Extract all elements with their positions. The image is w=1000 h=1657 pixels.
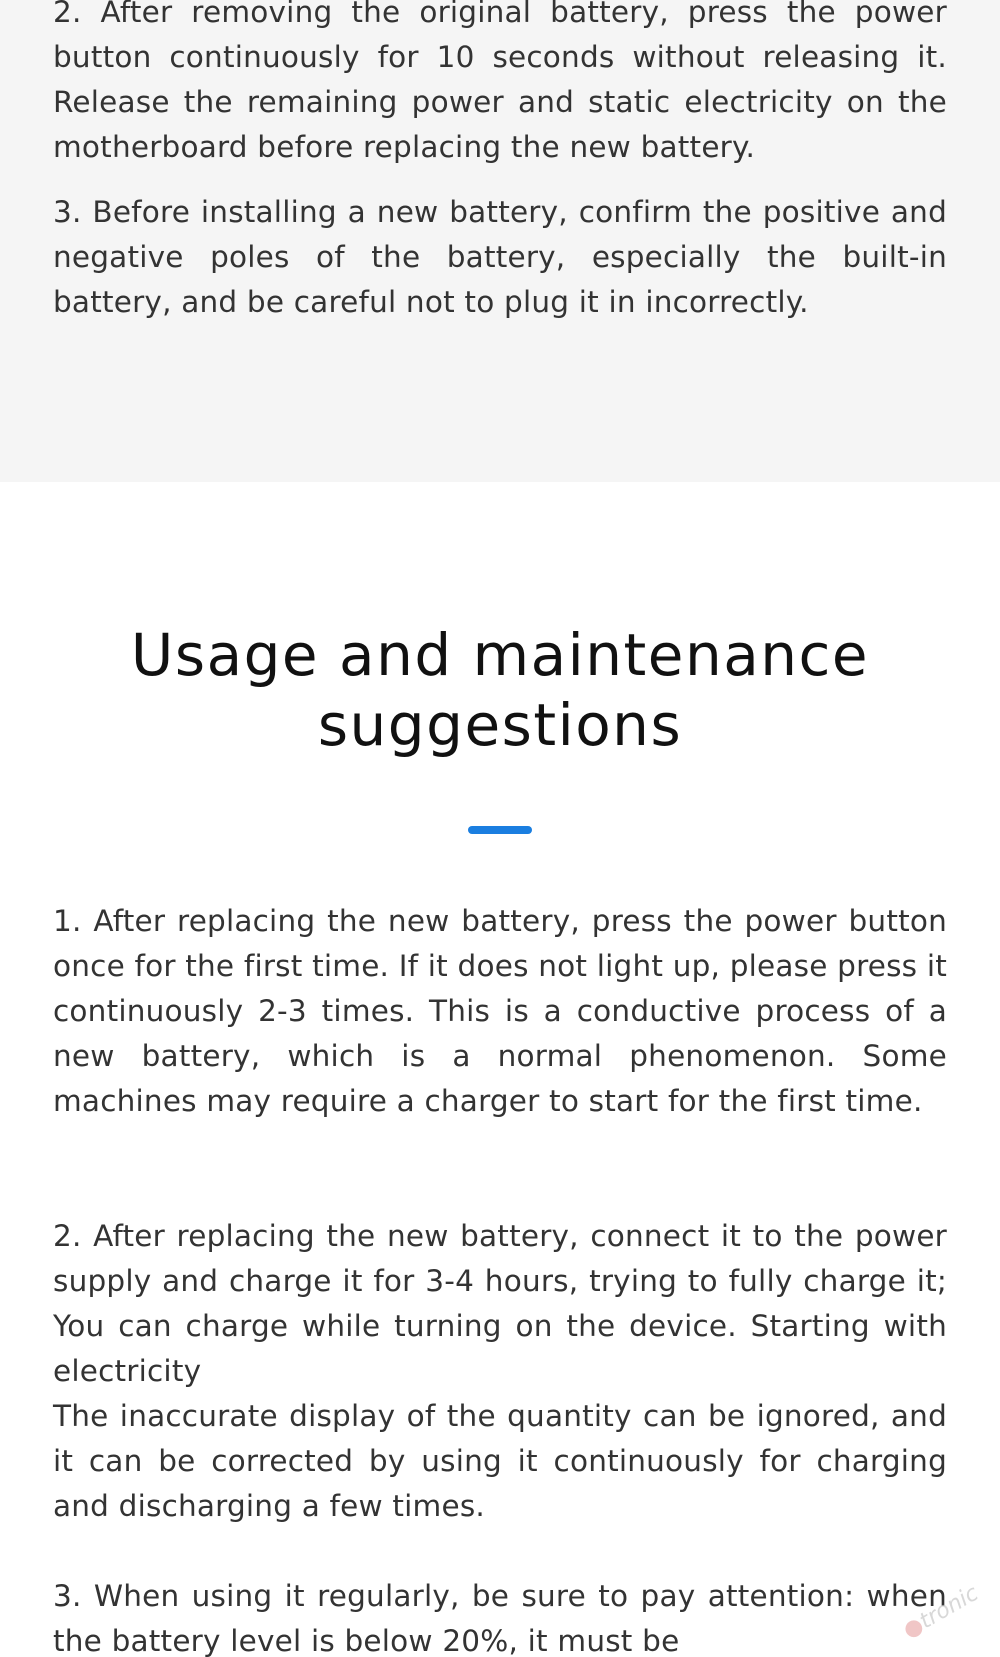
section-title: Usage and maintenance suggestions — [130, 621, 870, 759]
battery-installation-section — [0, 0, 1000, 482]
installation-step-2: 2. After removing the original battery, press the power button continuously for 10 seconds without releasing it. Release the remaining power and static electricity on the motherboard before replacing the new battery. — [53, 0, 947, 164]
watermark-text: tronic — [915, 1580, 983, 1635]
suggestion-2-continued: The inaccurate display of the quantity can be ignored, and it can be corrected by using it continuously for charging and discharging a few times. — [53, 1399, 947, 1523]
watermark-logo-icon: ● — [898, 1612, 928, 1644]
title-divider — [468, 826, 532, 834]
installation-step-3: 3. Before installing a new battery, confirm the positive and negative poles of the battery, especially the built-in battery, and be careful not to plug it in incorrectly. — [53, 195, 947, 319]
suggestion-1: 1. After replacing the new battery, press the power button once for the first time. If it does not light up, please press it continuously 2-3 times. This is a conductive process of a new battery, which is a normal phenomenon. Some machines may require a charger to start for the first time. — [53, 904, 947, 1118]
suggestion-2: 2. After replacing the new battery, connect it to the power supply and charge it for 3-4 hours, trying to fully charge it; You can charge while turning on the device. Starting with electricity — [53, 1219, 947, 1388]
suggestion-3: 3. When using it regularly, be sure to pay attention: when the battery level is below 20%, it must be — [53, 1579, 947, 1657]
